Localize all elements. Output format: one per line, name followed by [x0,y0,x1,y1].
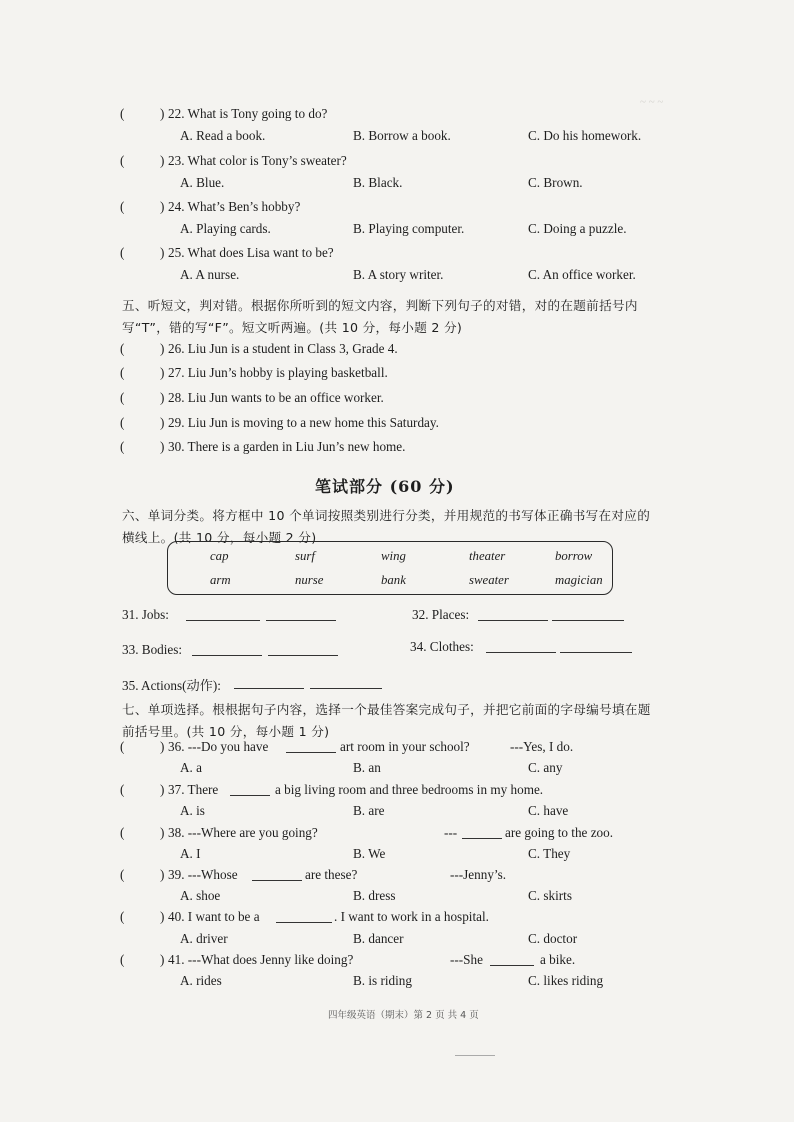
option-c: C. have [528,803,569,818]
word-borrow: borrow [555,549,593,563]
category-jobs-label: 31. Jobs: [122,607,169,622]
answer-blank[interactable] [276,911,332,923]
answer-paren-open: ( [120,867,125,882]
answer-paren-open: ( [120,245,125,260]
option-a: A. shoe [180,888,221,903]
word-wing: wing [381,549,406,563]
question-39: 39. ---Whose [168,867,238,882]
answer-paren-close: ) [160,439,165,454]
section-6-instruction-cont: 横线上。(共 10 分，每小题 2 分) [122,530,317,545]
option-a: A. A nurse. [180,267,240,282]
word-sweater: sweater [469,573,509,587]
option-b: B. an [353,760,381,775]
question-41: 41. ---What does Jenny like doing? [168,952,354,967]
option-a: A. a [180,760,202,775]
option-b: B. dancer [353,931,404,946]
answer-line[interactable] [192,644,262,656]
word-bank-box [167,541,613,595]
answer-paren-close: ) [160,909,165,924]
answer-paren-open: ( [120,439,125,454]
answer-blank[interactable] [490,954,534,966]
question-40-cont: . I want to work in a hospital. [334,909,489,924]
answer-paren-close: ) [160,782,165,797]
answer-paren-open: ( [120,390,125,405]
section-5-instruction-cont: 写“T”，错的写“F”。短文听两遍。(共 10 分，每小题 2 分) [122,320,463,335]
category-places-label: 32. Places: [412,607,470,622]
answer-line[interactable] [486,641,556,653]
option-b: B. A story writer. [353,267,444,282]
answer-paren-close: ) [160,341,165,356]
bleed-through-text: ~ ~ ~ [640,96,664,108]
answer-paren-open: ( [120,341,125,356]
answer-paren-open: ( [120,199,125,214]
word-cap: cap [210,549,229,563]
statement-30: 30. There is a garden in Liu Jun’s new home. [168,439,406,454]
option-b: B. We [353,846,386,861]
question-36-reply: ---Yes, I do. [510,739,574,754]
answer-paren-open: ( [120,825,125,840]
answer-paren-open: ( [120,952,125,967]
option-c: C. skirts [528,888,572,903]
question-38-reply-cont: are going to the zoo. [505,825,614,840]
section-7-instruction: 七、单项选择。根根据句子内容，选择一个最佳答案完成句子，并把它前面的字母编号填在题 [122,702,651,717]
answer-paren-open: ( [120,106,125,121]
question-39-reply: ---Jenny’s. [450,867,507,882]
option-b: B. is riding [353,973,412,988]
option-a: A. is [180,803,205,818]
question-41-reply-cont: a bike. [540,952,576,967]
answer-line[interactable] [552,609,624,621]
statement-27: 27. Liu Jun’s hobby is playing basketball. [168,365,388,380]
word-magician: magician [555,573,603,587]
answer-paren-close: ) [160,739,165,754]
word-nurse: nurse [295,573,324,587]
option-a: A. Playing cards. [180,221,271,236]
answer-paren-open: ( [120,909,125,924]
answer-paren-close: ) [160,952,165,967]
answer-paren-close: ) [160,390,165,405]
question-25: 25. What does Lisa want to be? [168,245,334,260]
option-c: C. any [528,760,563,775]
option-a: A. Read a book. [180,128,266,143]
written-part-title: 笔试部分 (60 分) [315,477,455,496]
answer-blank[interactable] [230,784,270,796]
answer-paren-open: ( [120,782,125,797]
answer-line[interactable] [478,609,548,621]
category-bodies-label: 33. Bodies: [122,642,183,657]
option-c: C. doctor [528,931,578,946]
answer-paren-close: ) [160,415,165,430]
word-surf: surf [295,549,315,563]
option-a: A. I [180,846,201,861]
question-37-cont: a big living room and three bedrooms in my home. [275,782,544,797]
question-22: 22. What is Tony going to do? [168,106,328,121]
option-b: B. Playing computer. [353,221,465,236]
question-39-cont: are these? [305,867,358,882]
option-c: C. An office worker. [528,267,636,282]
option-b: B. Black. [353,175,403,190]
answer-line[interactable] [234,677,304,689]
option-b: B. are [353,803,385,818]
option-a: A. driver [180,931,228,946]
option-b: B. dress [353,888,396,903]
statement-26: 26. Liu Jun is a student in Class 3, Grade 4. [168,341,398,356]
answer-paren-close: ) [160,245,165,260]
answer-line[interactable] [560,641,632,653]
answer-line[interactable] [268,644,338,656]
answer-paren-close: ) [160,153,165,168]
option-c: C. Do his homework. [528,128,642,143]
section-5-instruction: 五、听短文，判对错。根据你所听到的短文内容，判断下列句子的对错，对的在题前括号内 [122,298,638,313]
scan-mark [455,1055,495,1056]
answer-paren-open: ( [120,153,125,168]
option-b: B. Borrow a book. [353,128,451,143]
question-41-reply: ---She [450,952,483,967]
page-footer: 四年级英语（期末）第 2 页 共 4 页 [328,1010,479,1021]
question-36-cont: art room in your school? [340,739,470,754]
answer-paren-open: ( [120,739,125,754]
answer-blank[interactable] [252,869,302,881]
answer-paren-close: ) [160,365,165,380]
category-clothes-label: 34. Clothes: [410,639,474,654]
question-23: 23. What color is Tony’s sweater? [168,153,347,168]
option-a: A. Blue. [180,175,225,190]
question-24: 24. What’s Ben’s hobby? [168,199,301,214]
answer-paren-open: ( [120,365,125,380]
answer-line[interactable] [266,609,336,621]
question-38-reply: --- [444,825,458,840]
statement-28: 28. Liu Jun wants to be an office worker. [168,390,384,405]
question-36: 36. ---Do you have [168,739,269,754]
option-c: C. Doing a puzzle. [528,221,627,236]
answer-paren-close: ) [160,867,165,882]
answer-paren-close: ) [160,106,165,121]
question-38: 38. ---Where are you going? [168,825,318,840]
answer-blank[interactable] [462,827,502,839]
option-c: C. likes riding [528,973,604,988]
question-40: 40. I want to be a [168,909,260,924]
statement-29: 29. Liu Jun is moving to a new home this Saturday. [168,415,439,430]
section-7-instruction-cont: 前括号里。(共 10 分，每小题 1 分) [122,724,330,739]
answer-paren-close: ) [160,199,165,214]
question-37: 37. There [168,782,219,797]
category-actions-label: 35. Actions(动作): [122,678,221,693]
answer-blank[interactable] [286,741,336,753]
answer-line[interactable] [310,677,382,689]
word-bank: bank [381,573,406,587]
option-a: A. rides [180,973,222,988]
answer-paren-open: ( [120,415,125,430]
option-c: C. Brown. [528,175,583,190]
word-theater: theater [469,549,506,563]
answer-line[interactable] [186,609,260,621]
answer-paren-close: ) [160,825,165,840]
option-c: C. They [528,846,571,861]
section-6-instruction: 六、单词分类。将方框中 10 个单词按照类别进行分类，并用规范的书写体正确书写在对应的 [122,508,651,523]
word-arm: arm [210,573,231,587]
